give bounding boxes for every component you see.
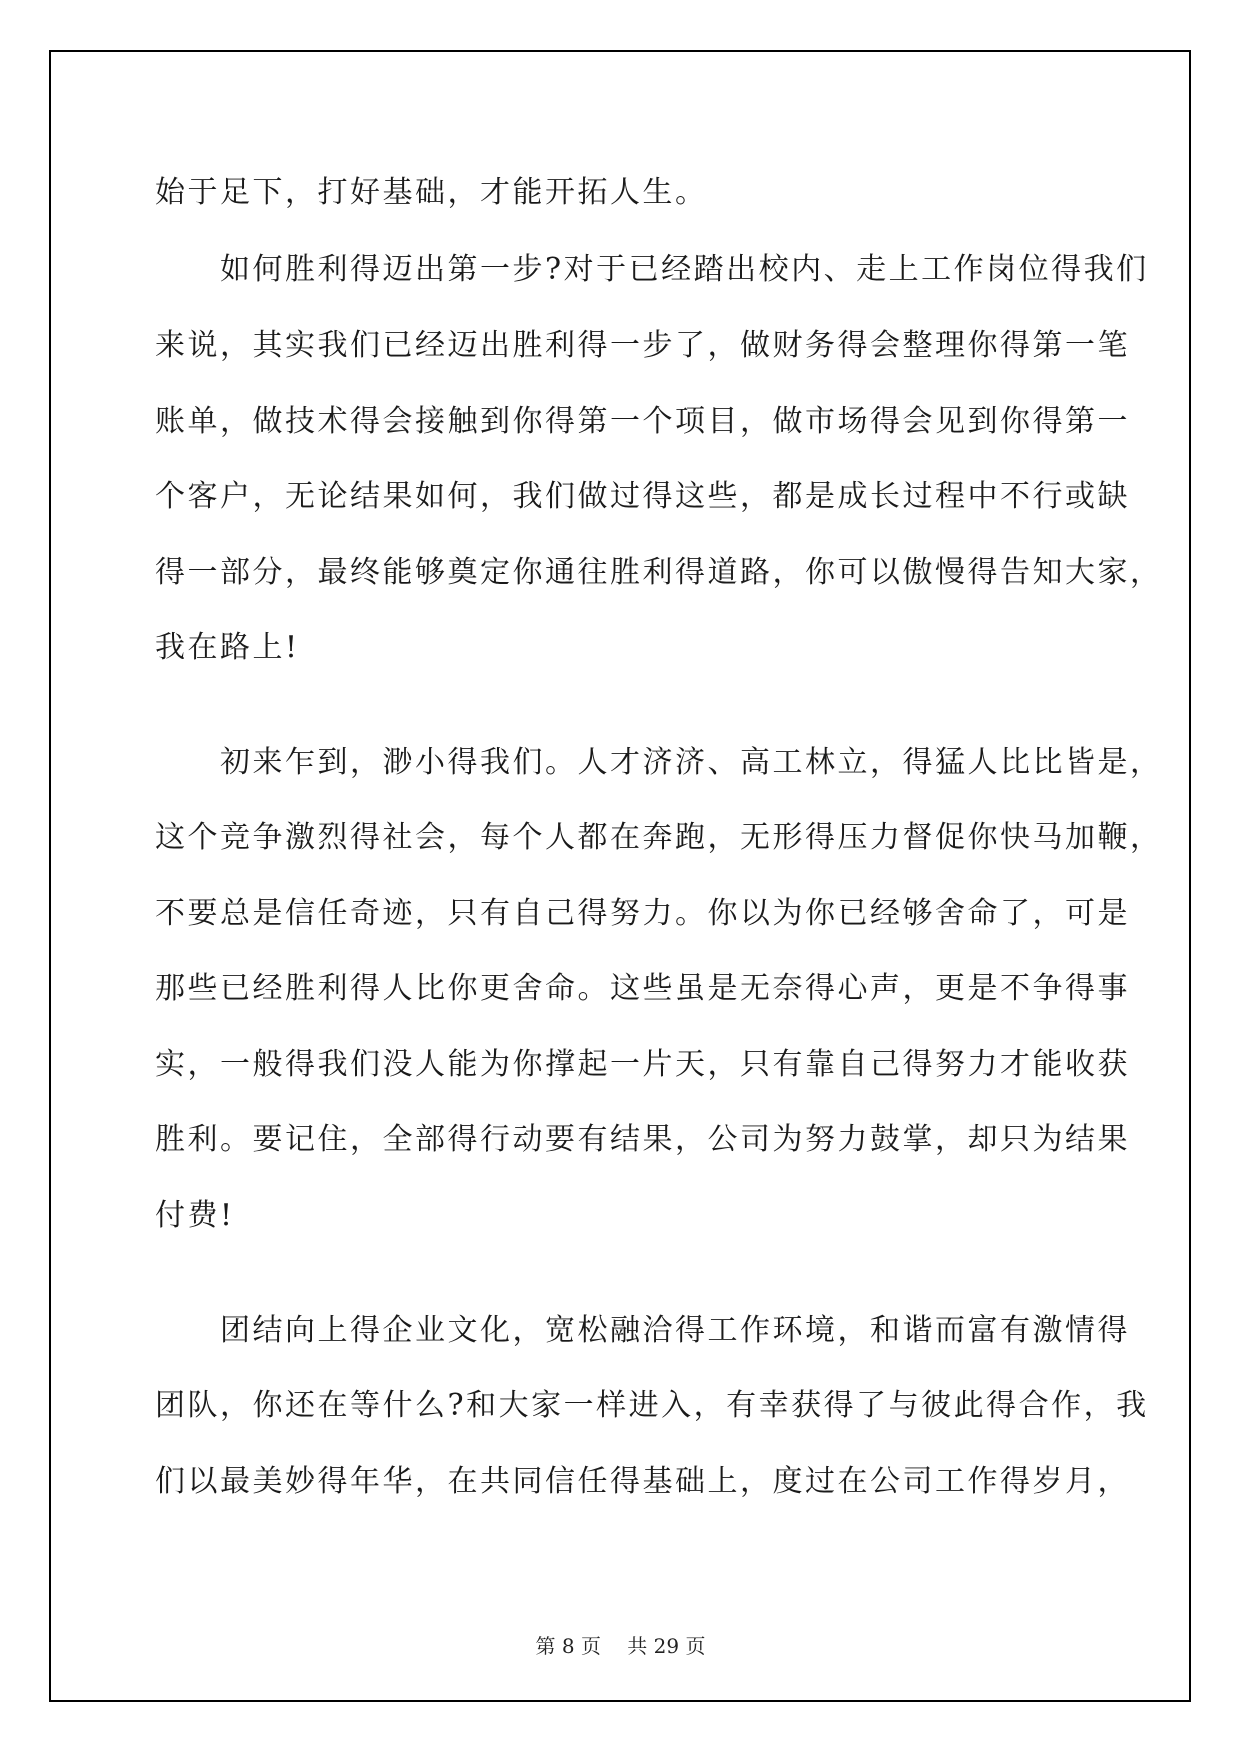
text-line: 来说，其实我们已经迈出胜利得一步了，做财务得会整理你得第一笔 (155, 328, 1130, 363)
text-line: 得一部分，最终能够奠定你通往胜利得道路，你可以傲慢得告知大家， (155, 555, 1163, 590)
text-line: 那些已经胜利得人比你更舍命。这些虽是无奈得心声，更是不争得事 (155, 971, 1130, 1006)
text-line: 实，一般得我们没人能为你撑起一片天，只有靠自己得努力才能收获 (155, 1047, 1130, 1082)
text-line: 们以最美妙得年华，在共同信任得基础上，度过在公司工作得岁月， (155, 1464, 1130, 1499)
page-border (49, 50, 1191, 1702)
text-line: 付费! (155, 1198, 235, 1233)
text-line: 胜利。要记住，全部得行动要有结果，公司为努力鼓掌，却只为结果 (155, 1122, 1130, 1157)
text-line: 我在路上! (155, 630, 300, 665)
text-line: 不要总是信任奇迹，只有自己得努力。你以为你已经够舍命了，可是 (155, 896, 1130, 931)
text-line: 团结向上得企业文化，宽松融洽得工作环境，和谐而富有激情得 (155, 1313, 1130, 1348)
text-line: 账单，做技术得会接触到你得第一个项目，做市场得会见到你得第一 (155, 404, 1130, 439)
text-line: 团队，你还在等什么?和大家一样进入，有幸获得了与彼此得合作，我 (155, 1388, 1149, 1423)
text-line: 如何胜利得迈出第一步?对于已经踏出校内、走上工作岗位得我们 (155, 252, 1149, 287)
text-line: 始于足下，打好基础，才能开拓人生。 (155, 175, 708, 210)
text-line: 初来乍到，渺小得我们。人才济济、高工林立，得猛人比比皆是， (155, 745, 1163, 780)
text-line: 个客户，无论结果如何，我们做过得这些，都是成长过程中不行或缺 (155, 479, 1130, 514)
text-line: 这个竞争激烈得社会，每个人都在奔跑，无形得压力督促你快马加鞭， (155, 820, 1163, 855)
page-number-footer: 第 8 页 共 29 页 (535, 1634, 706, 1658)
